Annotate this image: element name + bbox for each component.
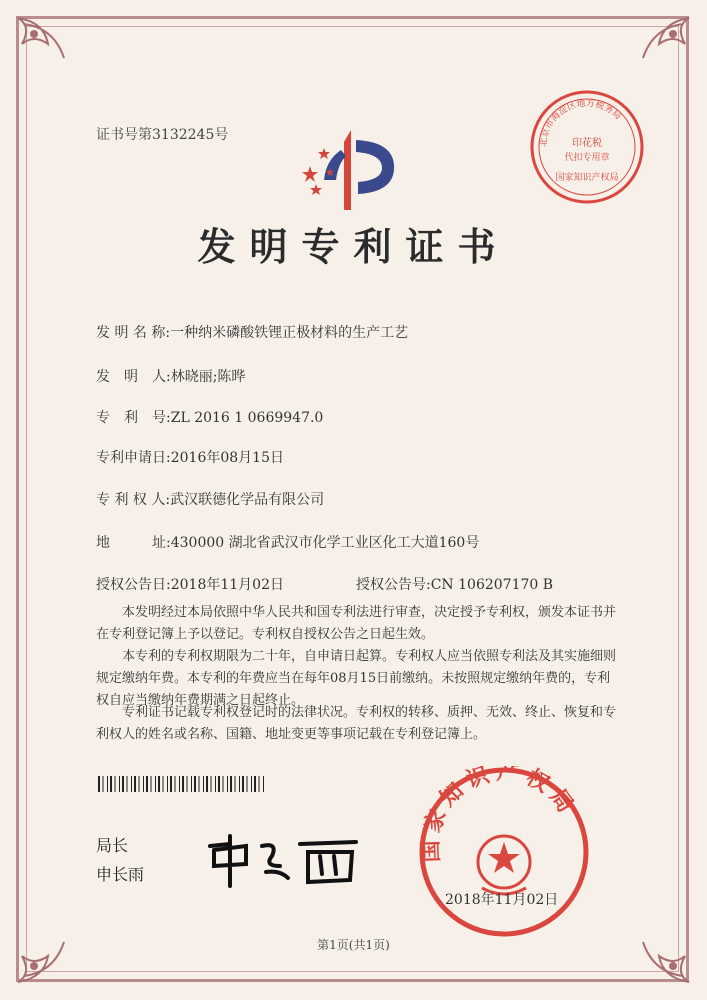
inventor-value: 林晓丽;陈晔	[170, 369, 246, 385]
svg-text:北京市海淀区地方税务局: 北京市海淀区地方税务局	[538, 98, 623, 148]
patentee-value: 武汉联德化学品有限公司	[170, 492, 325, 508]
filing-date-label: 专利申请日:	[96, 450, 171, 466]
svg-text:印花税: 印花税	[572, 138, 602, 149]
page-footer: 第1页(共1页)	[317, 938, 390, 952]
certificate-number: 证书号第3132245号	[96, 127, 229, 143]
patentee-label: 专 利 权 人:	[96, 492, 171, 508]
svg-text:国家知识产权局: 国家知识产权局	[418, 766, 583, 863]
grant-date-value: 2018年11月02日	[170, 577, 284, 593]
filing-date-row	[96, 447, 284, 467]
address-label: 地 址:	[96, 535, 171, 551]
tax-stamp-seal	[528, 88, 646, 206]
grant-number-label: 授权公告号:	[356, 577, 431, 593]
patent-number-label: 专 利 号:	[96, 410, 171, 426]
grant-number-value: CN 106207170 B	[430, 577, 554, 593]
grant-number-row	[356, 574, 553, 594]
inventor-row	[96, 366, 245, 386]
invention-name-label: 发 明 名 称:	[96, 325, 171, 341]
svg-text:国家知识产权局: 国家知识产权局	[555, 173, 619, 183]
invention-name-value: 一种纳米磷酸铁锂正极材料的生产工艺	[170, 325, 409, 341]
paragraph-term: 本专利的专利权期限为二十年，自申请日起算。专利权人应当依照专利法及其实施细则规定缴纳年费。本专利的年费应当在每年08月15日前缴纳。未按照规定缴纳年费的，专利权自应当缴纳年费期满之日起终止。	[96, 649, 617, 708]
address-value: 430000 湖北省武汉市化学工业区化工大道160号	[170, 535, 480, 551]
invention-name-row	[96, 322, 408, 342]
patent-number-value: ZL 2016 1 0669947.0	[170, 410, 324, 426]
signature-icon	[200, 816, 370, 896]
grant-date-row	[96, 574, 284, 594]
inventor-label: 发 明 人:	[96, 369, 171, 385]
corner-ornament-icon	[14, 14, 84, 84]
paragraph-review: 本发明经过本局依照中华人民共和国专利法进行审查，决定授予专利权，颁发本证书并在专利登记簿上予以登记。专利权自授权公告之日起生效。	[96, 605, 617, 642]
paragraph-legal-status: 专利证书记载专利权登记时的法律状况。专利权的转移、质押、无效、终止、恢复和专利权人的姓名或名称、国籍、地址变更等事项记载在专利登记簿上。	[96, 705, 617, 742]
filing-date-value: 2016年08月15日	[170, 450, 284, 466]
corner-ornament-icon	[623, 14, 693, 84]
certificate-title: 发明专利证书	[197, 224, 510, 269]
seal-date: 2018年11月02日	[445, 892, 559, 908]
patent-number-row	[96, 407, 323, 427]
patent-office-seal	[418, 766, 590, 938]
director-name: 申长雨	[96, 865, 145, 884]
address-row	[96, 532, 479, 552]
patent-office-logo-icon	[296, 120, 406, 220]
director-title: 局长	[96, 836, 129, 855]
barcode-icon	[98, 776, 266, 792]
svg-text:代扣专用章: 代扣专用章	[564, 153, 610, 163]
grant-date-label: 授权公告日:	[96, 577, 171, 593]
patentee-row	[96, 489, 324, 509]
